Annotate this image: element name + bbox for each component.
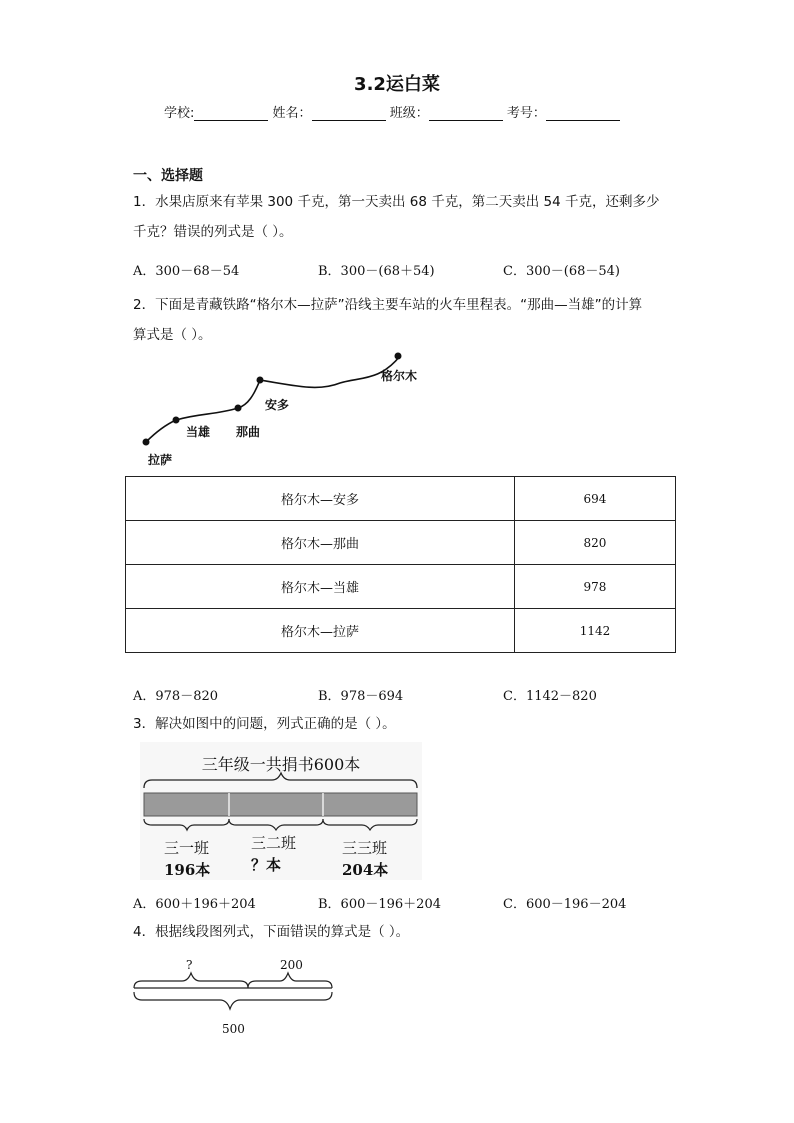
route-cell: 格尔木—安多 xyxy=(126,477,515,521)
distance-cell: 1142 xyxy=(514,609,675,653)
school-label: 学校: xyxy=(164,106,195,121)
unknown-label: ? xyxy=(186,958,193,972)
table-row xyxy=(126,521,676,565)
donation-total-label: 三年级一共捐书600本 xyxy=(201,755,361,774)
station-dot-dangxiong xyxy=(173,417,180,424)
class1-brace xyxy=(144,819,229,830)
distance-cell: 694 xyxy=(514,477,675,521)
question-2-line2: 算式是（ ）。 xyxy=(133,327,212,343)
table-row xyxy=(126,565,676,609)
mileage-table xyxy=(125,476,676,653)
class-blank[interactable] xyxy=(429,106,503,121)
question-1 xyxy=(133,187,663,247)
total-brace xyxy=(134,992,332,1009)
student-info-line xyxy=(164,102,620,121)
school-blank[interactable] xyxy=(194,106,268,121)
question-2 xyxy=(133,290,663,350)
q1-option-c[interactable]: C．300－(68－54) xyxy=(503,264,620,279)
exam-no-label: 考号： xyxy=(506,106,546,121)
page-title: 3.2运白菜 xyxy=(354,74,440,95)
name-label: 姓名： xyxy=(272,106,312,121)
route-cell: 格尔木—那曲 xyxy=(126,521,515,565)
station-label-dangxiong: 当雄 xyxy=(186,425,211,439)
q2-option-a[interactable]: A．978－820 xyxy=(133,689,219,704)
question-1-line1: 1．水果店原来有苹果 300 千克，第一天卖出 68 千克，第二天卖出 54 千克，还剩多少 xyxy=(133,194,660,210)
class-label: 班级： xyxy=(389,106,429,121)
question-1-line2: 千克？错误的列式是（ ）。 xyxy=(133,224,293,240)
q2-option-c[interactable]: C．1142－820 xyxy=(503,689,597,704)
station-dot-lhasa xyxy=(143,439,150,446)
q3-option-b[interactable]: B．600－196＋204 xyxy=(318,897,441,912)
total-label: 500 xyxy=(222,1022,245,1036)
part-label: 200 xyxy=(280,958,303,972)
q1-option-b[interactable]: B．300－(68＋54) xyxy=(318,264,435,279)
distance-cell: 820 xyxy=(514,521,675,565)
station-dot-anduo xyxy=(257,377,264,384)
question-3: 3．解决如图中的问题，列式正确的是（ ）。 xyxy=(133,716,396,732)
class2-brace xyxy=(229,819,323,830)
station-label-anduo: 安多 xyxy=(265,398,290,412)
station-dot-naqu xyxy=(235,405,242,412)
segment-diagram xyxy=(130,955,340,1025)
route-cell: 格尔木—当雄 xyxy=(126,565,515,609)
distance-cell: 978 xyxy=(514,565,675,609)
name-blank[interactable] xyxy=(312,106,386,121)
class3-value: 204本 xyxy=(342,861,389,879)
class1-label xyxy=(164,837,210,881)
class2-label xyxy=(251,832,296,876)
station-dot-golmud xyxy=(395,353,402,360)
table-row xyxy=(126,477,676,521)
q1-option-a[interactable]: A．300－68－54 xyxy=(133,264,240,279)
class3-name: 三三班 xyxy=(342,839,388,857)
total-bar xyxy=(144,793,417,816)
class1-name: 三一班 xyxy=(164,839,210,857)
total-brace xyxy=(144,773,417,788)
table-row xyxy=(126,609,676,653)
class2-value: ？本 xyxy=(251,856,282,874)
donation-diagram xyxy=(140,742,422,880)
q3-option-a[interactable]: A．600＋196＋204 xyxy=(133,897,256,912)
part-brace xyxy=(248,973,332,988)
question-4: 4．根据线段图列式，下面错误的算式是（ ）。 xyxy=(133,924,410,940)
class3-brace xyxy=(323,819,417,830)
q2-option-b[interactable]: B．978－694 xyxy=(318,689,404,704)
station-label-naqu: 那曲 xyxy=(236,425,261,439)
q3-option-c[interactable]: C．600－196－204 xyxy=(503,897,627,912)
exam-no-blank[interactable] xyxy=(546,106,620,121)
section-heading: 一、选择题 xyxy=(133,168,203,184)
station-label-golmud: 格尔木 xyxy=(381,369,418,383)
station-label-lhasa: 拉萨 xyxy=(148,453,173,467)
class1-value: 196本 xyxy=(164,861,211,879)
class3-label xyxy=(342,837,388,881)
route-cell: 格尔木—拉萨 xyxy=(126,609,515,653)
class2-name: 三二班 xyxy=(251,834,297,852)
question-2-line1: 2．下面是青藏铁路“格尔木—拉萨”沿线主要车站的火车里程表。“那曲—当雄”的计算 xyxy=(133,297,643,313)
unknown-brace xyxy=(134,973,248,988)
